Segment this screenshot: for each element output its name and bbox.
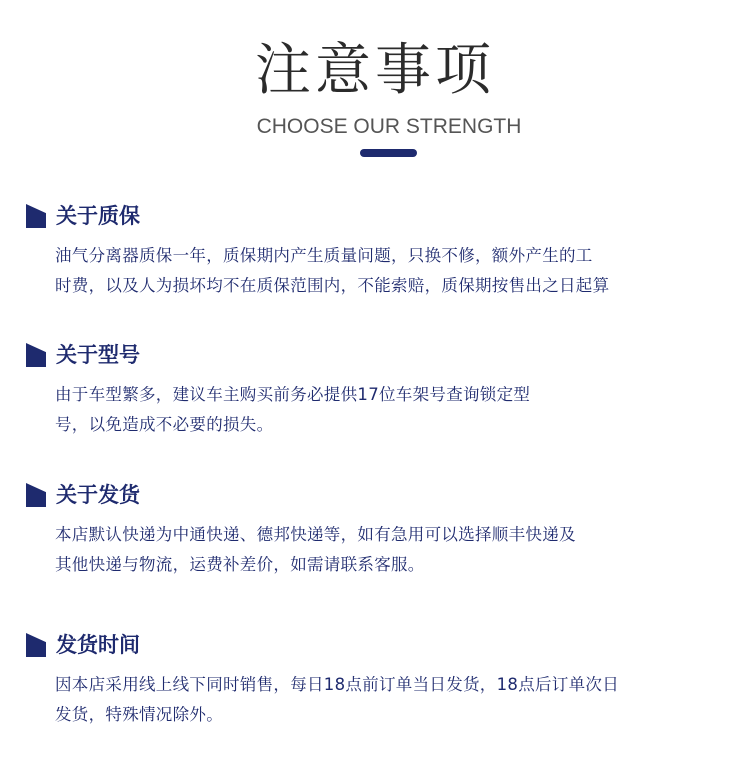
section-heading-text: 关于质保 [56,204,140,228]
heading-marker-icon [26,483,46,507]
heading-marker-icon [26,343,46,367]
section-body-line: 号，以免造成不必要的损失。 [55,415,274,434]
section-body-line: 时费，以及人为损坏均不在质保范围内，不能索赔，质保期按售出之日起算 [55,276,610,295]
section-body-line: 因本店采用线上线下同时销售，每日18点前订单当日发货，18点后订单次日 [55,675,619,694]
section-body [55,520,745,580]
title-underline-bar [360,149,417,157]
section-body-line: 油气分离器质保一年，质保期内产生质量问题，只换不修，额外产生的工 [55,246,593,265]
section-body [55,380,745,440]
section-heading [26,201,626,231]
section-heading-text: 关于发货 [56,483,140,507]
section-body [55,670,745,730]
section-heading [26,480,626,510]
section-body-line: 本店默认快递为中通快递、德邦快递等，如有急用可以选择顺丰快递及 [55,525,576,544]
section-heading [26,340,626,370]
section-body-line: 发货，特殊情况除外。 [55,705,223,724]
section-body-line: 其他快递与物流，运费补差价，如需请联系客服。 [55,555,425,574]
section-heading-text: 发货时间 [56,633,140,657]
heading-marker-icon [26,633,46,657]
section-body-line: 由于车型繁多，建议车主购买前务必提供17位车架号查询锁定型 [55,385,531,404]
page-header [0,0,750,170]
page-title: 注意事项 [255,38,495,103]
section-heading [26,630,626,660]
section-heading-text: 关于型号 [56,343,140,367]
page-subtitle: CHOOSE OUR STRENGTH [256,115,522,138]
section-body [55,241,745,301]
heading-marker-icon [26,204,46,228]
